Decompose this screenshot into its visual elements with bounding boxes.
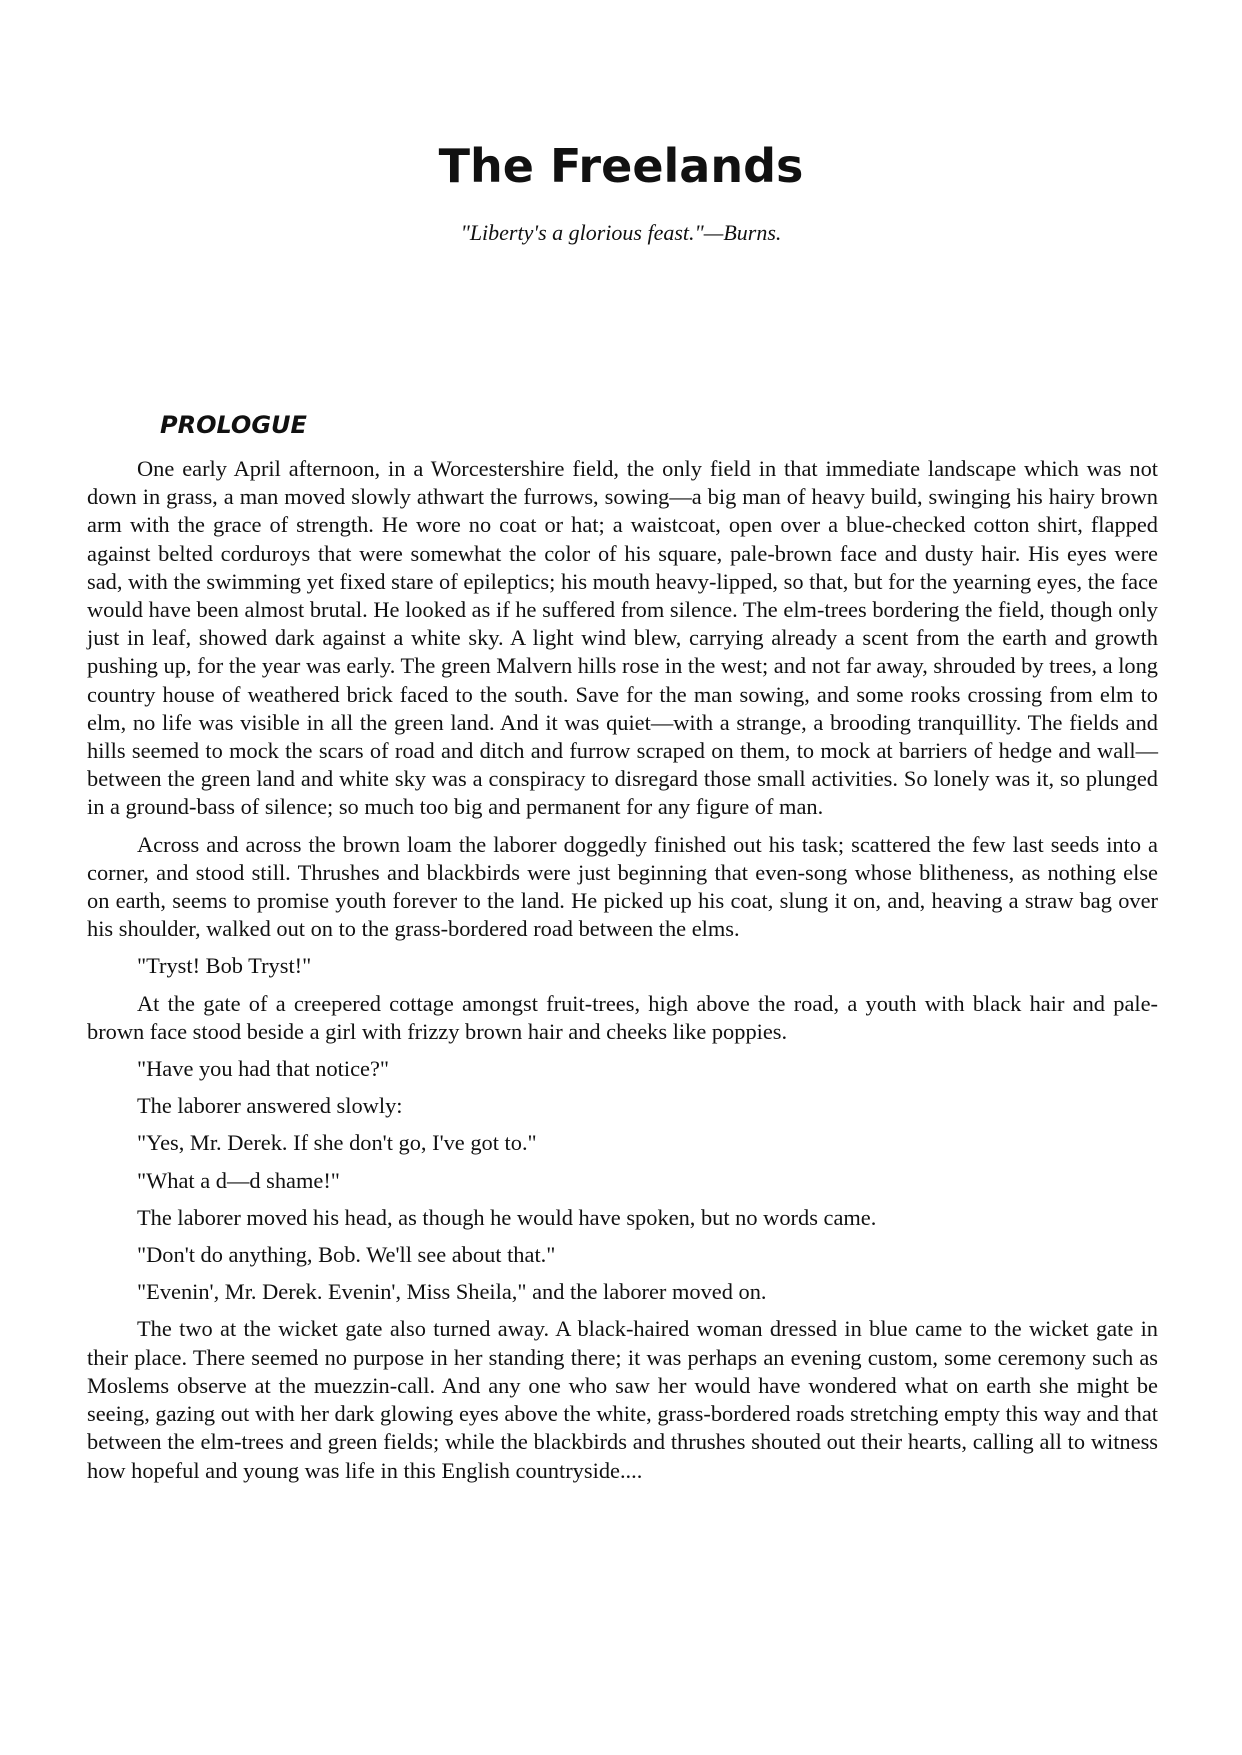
paragraph: "What a d—d shame!": [137, 1167, 340, 1193]
paragraph: The laborer moved his head, as though he would have spoken, but no words came.: [137, 1204, 877, 1230]
paragraph: "Have you had that notice?": [137, 1056, 390, 1082]
paragraph: One early April afternoon, in a Worcestershire field, the only field in that immediate landscape which was not down in grass, a man moved slowly athwart the furrows, sowing—a big man of heavy build, swinging his hairy brown arm with the grace of strength. He wore no coat or hat; a waistcoat, open over a blue-checked cotton shirt, flapped against belted corduroys that were somewhat the color of his square, pale-brown face and dusty hair. His eyes were sad, with the swimming yet fixed stare of epileptics; his mouth heavy-lipped, so that, but for the yearning eyes, the face would have been almost brutal. He looked as if he suffered from silence. The elm-trees bordering the field, though only just in leaf, showed dark against a white sky. A light wind blew, carrying already a scent from the earth and growth pushing up, for the year was early. The green Malvern hills rose in the west; and not far away, shrouded by trees, a long country house of weathered brick faced to the south. Save for the man sowing, and some rooks crossing from elm to elm, no life was visible in all the green land. And it was quiet—with a strange, a brooding tranquillity. The fields and hills seemed to mock the scars of road and ditch and furrow scraped on them, to mock at barriers of hedge and wall—between the green land and white sky was a conspiracy to disregard those small activities. So lonely was it, so plunged in a ground-bass of silence; so much too big and permanent for any figure of man.: [87, 456, 1158, 820]
paragraph: "Don't do anything, Bob. We'll see about that.": [137, 1242, 556, 1268]
paragraph: "Yes, Mr. Derek. If she don't go, I've got to.": [137, 1130, 537, 1156]
paragraph: The two at the wicket gate also turned away. A black-haired woman dressed in blue came to the wicket gate in their place. There seemed no purpose in her standing there; it was perhaps an evening custom, some ceremony such as Moslems observe at the muezzin-call. And any one who saw her would have wondered what on earth she might be seeing, gazing out with her dark glowing eyes above the white, grass-bordered roads stretching empty this way and that between the elm-trees and green fields; while the blackbirds and thrushes shouted out their hearts, calling all to witness how hopeful and young was life in this English countryside....: [87, 1316, 1158, 1483]
paragraph: "Evenin', Mr. Derek. Evenin', Miss Sheila," and the laborer moved on.: [137, 1279, 767, 1305]
body-text: [87, 455, 1158, 1494]
paragraph: Across and across the brown loam the laborer doggedly finished out his task; scattered the few last seeds into a corner, and stood still. Thrushes and blackbirds were just beginning that even-song whose blitheness, as nothing else on earth, seems to promise youth forever to the land. He picked up his coat, slung it on, and, heaving a straw bag over his shoulder, walked out on to the grass-bordered road between the elms.: [87, 831, 1158, 942]
paragraph: The laborer answered slowly:: [137, 1093, 403, 1119]
section-heading: PROLOGUE: [160, 411, 307, 439]
paragraph: At the gate of a creepered cottage amongst fruit-trees, high above the road, a youth with black hair and pale-brown face stood beside a girl with frizzy brown hair and cheeks like poppies.: [87, 990, 1158, 1044]
epigraph: "Liberty's a glorious feast."—Burns.: [460, 220, 782, 245]
paragraph: "Tryst! Bob Tryst!": [137, 953, 312, 979]
book-title: The Freelands: [438, 139, 804, 193]
